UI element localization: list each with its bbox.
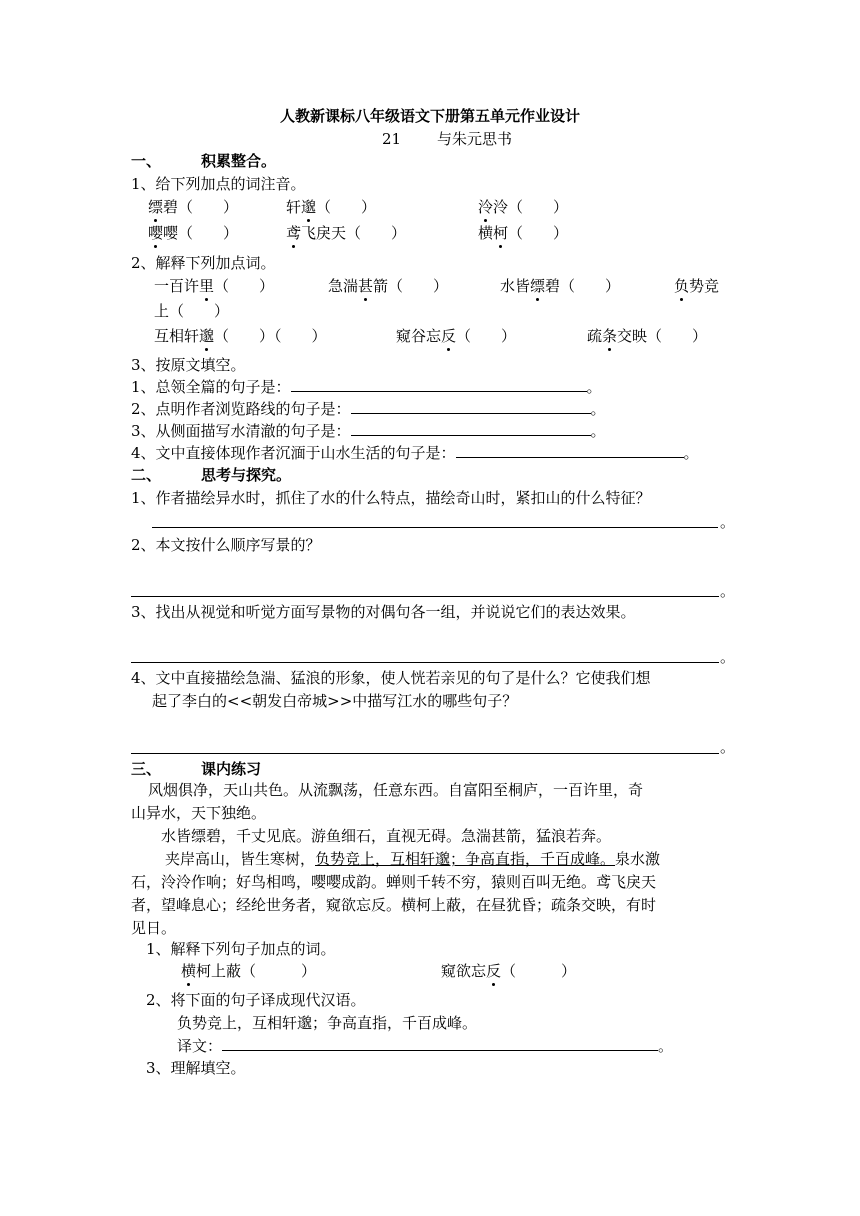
document-title: 人教新课标八年级语文下册第五单元作业设计 <box>279 107 580 125</box>
passage-line: 风烟俱净，天山共色。从流飘荡，任意东西。自富阳至桐庐，一百许里，奇 <box>148 781 644 799</box>
ex1-item-2: 窥欲忘反（ ） <box>441 962 577 980</box>
fill-item-3: 3、从侧面描写水清澈的句子是： 。 <box>131 422 606 440</box>
dotted-char: 缥 <box>148 198 164 216</box>
period: 。 <box>720 738 736 756</box>
dotted-char: 反 <box>441 327 457 345</box>
section-3-number: 三、 <box>131 760 162 778</box>
dotted-char: 横 <box>181 962 197 980</box>
ex2-sentence: 负势竞上，互相轩邈；争高直指，千百成峰。 <box>177 1014 478 1032</box>
section-1-number: 一、 <box>131 152 162 170</box>
define-item-6: 窥谷忘反（ ） <box>396 327 517 345</box>
dotted-char: 负 <box>674 277 690 295</box>
define-item-4-cont: 上（ ） <box>154 302 230 320</box>
fill-item-1: 1、总领全篇的句子是： 。 <box>131 378 602 396</box>
answer-paren[interactable]: （ ） <box>214 277 275 295</box>
answer-line-2[interactable] <box>131 596 719 597</box>
ex2-translation: 译文： 。 <box>177 1037 674 1055</box>
q3-prompt: 3、按原文填空。 <box>131 356 246 374</box>
fill-blank[interactable] <box>456 443 684 458</box>
fill-item-2: 2、点明作者浏览路线的句子是： 。 <box>131 400 606 418</box>
s2-question-4-line2: 起了李白的<<朝发白帝城>>中描写江水的哪些句子？ <box>152 692 518 710</box>
pinyin-item-4: 嘤嘤（ ） <box>148 224 239 242</box>
period: 。 <box>720 513 736 531</box>
ex1-item-1: 横柯上蔽（ ） <box>181 962 317 980</box>
define-item-1: 一百许里（ ） <box>154 277 275 295</box>
dotted-char: 邈 <box>301 198 317 216</box>
fill-item-4: 4、文中直接体现作者沉湎于山水生活的句子是： 。 <box>131 444 699 462</box>
pinyin-item-1: 缥碧（ ） <box>148 198 239 216</box>
passage-line: 石，泠泠作响；好鸟相鸣，嘤嘤成韵。蝉则千转不穷，猿则百叫无绝。鸢飞戾天 <box>131 873 657 891</box>
passage-line: 夹岸高山，皆生寒树，负势竞上，互相轩邈；争高直指，千百成峰。泉水激 <box>165 850 661 868</box>
define-item-2: 急湍甚箭（ ） <box>328 277 449 295</box>
passage-line: 水皆缥碧，千丈见底。游鱼细石，直视无碍。急湍甚箭，猛浪若奔。 <box>161 827 612 845</box>
pinyin-item-2: 轩邈（ ） <box>286 198 377 216</box>
answer-line-3[interactable] <box>131 662 719 663</box>
pinyin-item-6: 横柯（ ） <box>478 224 569 242</box>
underlined-sentence: 负势竞上，互相轩邈；争高直指，千百成峰。 <box>315 850 616 868</box>
answer-paren[interactable]: （ ） <box>316 198 377 216</box>
passage-line: 者，望峰息心；经纶世务者，窥欲忘反。横柯上蔽，在昼犹昏；疏条交映，有时 <box>131 896 657 914</box>
q1-prompt: 1、给下列加点的词注音。 <box>131 175 306 193</box>
define-item-7: 疏条交映（ ） <box>587 327 708 345</box>
answer-line-1[interactable] <box>152 527 718 528</box>
translation-blank[interactable] <box>222 1036 658 1051</box>
answer-paren[interactable]: （ ） <box>178 224 239 242</box>
lesson-name: 与朱元思书 <box>437 130 513 148</box>
answer-paren[interactable]: （ ） <box>178 198 239 216</box>
ex1-prompt: 1、解释下列句子加点的词。 <box>146 940 336 958</box>
passage-line: 山异水，天下独绝。 <box>131 804 267 822</box>
pinyin-item-3: 泠泠（ ） <box>478 198 569 216</box>
ex2-prompt: 2、将下面的句子译成现代汉语。 <box>146 991 366 1009</box>
s2-question-1: 1、作者描绘异水时，抓住了水的什么特点，描绘奇山时，紧扣山的什么特征？ <box>131 489 651 507</box>
answer-line-4[interactable] <box>131 753 719 754</box>
answer-paren[interactable]: （ ） <box>508 224 569 242</box>
define-item-5: 互相轩邈（ ）（ ） <box>154 327 327 345</box>
answer-paren[interactable]: （ ） <box>346 224 407 242</box>
s2-question-4-line1: 4、文中直接描绘急湍、猛浪的形象，使人恍若亲见的句了是什么？它使我们想 <box>131 669 651 687</box>
dotted-char: 条 <box>602 327 618 345</box>
dotted-char: 鸢 <box>286 224 302 242</box>
section-1-heading: 积累整合。 <box>201 152 277 170</box>
section-3-heading: 课内练习 <box>201 760 262 778</box>
answer-paren[interactable]: （ ） <box>560 277 621 295</box>
fill-blank[interactable] <box>351 421 591 436</box>
period: 。 <box>720 648 736 666</box>
define-item-3: 水皆缥碧（ ） <box>500 277 621 295</box>
answer-paren[interactable]: （ ） <box>647 327 708 345</box>
dotted-char: 里 <box>199 277 215 295</box>
answer-paren[interactable]: （ ） <box>388 277 449 295</box>
s2-question-3: 3、找出从视觉和听觉方面写景物的对偶句各一组，并说说它们的表达效果。 <box>131 603 636 621</box>
s2-question-2: 2、本文按什么顺序写景的？ <box>131 536 321 554</box>
lesson-number: 21 <box>382 130 402 148</box>
ex3-prompt: 3、理解填空。 <box>146 1059 246 1077</box>
fill-blank[interactable] <box>291 377 587 392</box>
section-2-number: 二、 <box>131 466 162 484</box>
q2-prompt: 2、解释下列加点词。 <box>131 254 276 272</box>
pinyin-item-5: 鸢飞戾天（ ） <box>286 224 407 242</box>
passage-line: 见日。 <box>131 919 177 937</box>
dotted-char: 反 <box>486 962 502 980</box>
dotted-char: 嘤 <box>148 224 164 242</box>
answer-paren[interactable]: （ ） <box>501 962 577 980</box>
dotted-char: 缥 <box>530 277 546 295</box>
answer-paren[interactable]: （ ） <box>456 327 517 345</box>
define-item-4: 负势竞 <box>674 277 720 295</box>
answer-paren[interactable]: （ ） <box>508 198 569 216</box>
answer-paren[interactable]: （ ）（ ） <box>214 327 327 345</box>
period: 。 <box>720 582 736 600</box>
section-2-heading: 思考与探究。 <box>201 466 292 484</box>
answer-paren[interactable]: （ ） <box>241 962 317 980</box>
dotted-char: 柯 <box>493 224 509 242</box>
dotted-char: 泠 <box>478 198 494 216</box>
dotted-char: 邈 <box>199 327 215 345</box>
fill-blank[interactable] <box>351 399 591 414</box>
dotted-char: 甚 <box>358 277 374 295</box>
